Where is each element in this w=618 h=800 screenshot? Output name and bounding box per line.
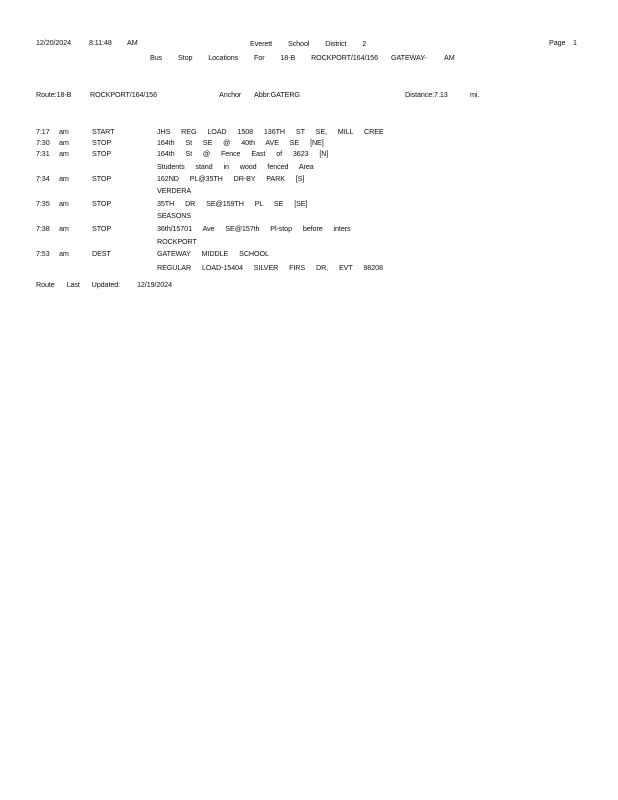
route-distance: Distance:7.13 — [405, 90, 448, 99]
stop-note: VERDERA — [157, 186, 192, 195]
stop-time: 7:35 — [36, 199, 50, 208]
stop-description: 35TH DR SE@159TH PL SE [SE] — [157, 199, 308, 208]
stop-type: STOP — [92, 149, 112, 158]
stop-type: STOP — [92, 174, 112, 183]
stop-ampm: am — [59, 249, 69, 258]
report-time-ampm: AM — [127, 38, 138, 47]
stop-type: DEST — [92, 249, 111, 258]
stop-description: 36th/15701 Ave SE@157th Pl-stop before inters — [157, 224, 351, 233]
anchor-abbr: Abbr:GATERG — [254, 90, 300, 99]
stop-description: GATEWAY MIDDLE SCHOOL — [157, 249, 269, 258]
anchor-label: Anchor — [219, 90, 242, 99]
stop-time: 7:53 — [36, 249, 50, 258]
stop-description: JHS REG LOAD 1508 136TH ST SE, MILL CREE — [157, 127, 384, 136]
page-label: Page — [549, 38, 566, 47]
stop-time: 7:38 — [36, 224, 50, 233]
stop-time: 7:30 — [36, 138, 50, 147]
stop-time: 7:31 — [36, 149, 50, 158]
stop-type: START — [92, 127, 115, 136]
stop-description: 162ND PL@35TH DR-BY PARK [S] — [157, 174, 305, 183]
report-subtitle-school: GATEWAY- AM — [391, 53, 455, 62]
stop-ampm: am — [59, 224, 69, 233]
distance-unit: mi. — [470, 90, 480, 99]
stop-ampm: am — [59, 199, 69, 208]
stop-description: 164th St SE @ 40th AVE SE [NE] — [157, 138, 324, 147]
stop-note: REGULAR LOAD-15404 SILVER FIRS DR, EVT 98208 — [157, 263, 383, 272]
route-name: ROCKPORT/164/156 — [90, 90, 157, 99]
last-updated-label: Route Last Updated: — [36, 280, 121, 289]
route-id: Route:18-B — [36, 90, 72, 99]
stop-time: 7:34 — [36, 174, 50, 183]
report-date: 12/20/2024 — [36, 38, 71, 47]
stop-type: STOP — [92, 138, 112, 147]
stop-ampm: am — [59, 127, 69, 136]
stop-note: SEASONS — [157, 211, 192, 220]
stop-description: 164th St @ Fence East of 3623 [N] — [157, 149, 329, 158]
stop-note: Students stand in wood fenced Area — [157, 162, 314, 171]
report-title: Everett School District 2 — [250, 39, 367, 48]
stop-note: ROCKPORT — [157, 237, 197, 246]
stop-type: STOP — [92, 199, 112, 208]
stop-ampm: am — [59, 149, 69, 158]
stop-ampm: am — [59, 174, 69, 183]
report-subtitle: Bus Stop Locations For 18-B ROCKPORT/164/156 — [150, 53, 379, 62]
stop-type: STOP — [92, 224, 112, 233]
report-time: 8:11:48 — [89, 38, 112, 47]
page-number: 1 — [573, 38, 577, 47]
stop-time: 7:17 — [36, 127, 50, 136]
stop-ampm: am — [59, 138, 69, 147]
last-updated-date: 12/19/2024 — [137, 280, 172, 289]
